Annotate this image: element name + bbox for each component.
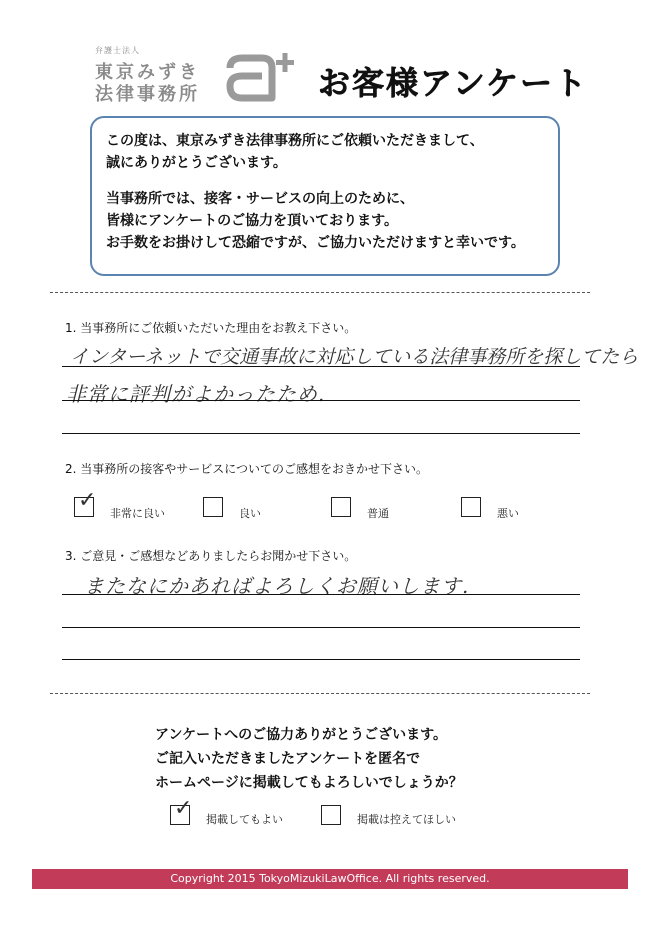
option-label: 悪い [497,507,519,520]
intro-line: 当事務所では、接客・サービスの向上のために、 [106,191,414,207]
checkbox[interactable] [203,497,223,517]
question-1-answer-line2[interactable]: 非常に評判がよかったため. [66,382,326,406]
intro-line: 誠にありがとうございます。 [106,155,287,171]
checkbox[interactable] [331,497,351,517]
question-2-label: 2. 当事務所の接客やサービスについてのご感想をおきかせ下さい。 [65,462,429,476]
checkbox[interactable] [461,497,481,517]
firm-name-line1: 東京みずき [95,62,200,83]
question-3-label: 3. ご意見・ご感想などありましたらお聞かせ下さい。 [65,549,357,563]
answer-rule [62,366,580,367]
question-3-answer[interactable]: またなにかあればよろしくお願いします. [84,574,470,598]
closing-line: ホームページに掲載してもよろしいでしょうか？ [155,775,463,791]
answer-rule [62,400,580,401]
firm-type-label: 弁護士法人 [95,46,140,55]
answer-rule [62,627,580,628]
option-label: 掲載は控えてほしい [357,813,456,826]
check-mark-icon: ✓ [174,796,193,821]
answer-rule [62,594,580,595]
intro-line: 皆様にアンケートのご協力を頂いております。 [106,213,399,229]
intro-line: お手数をお掛けして恐縮ですが、ご協力いただけますと幸いです。 [106,235,525,251]
a-plus-logo-icon [226,46,296,104]
question-1-answer-line1[interactable]: インターネットで交通事故に対応している法律事務所を探してたら [70,346,639,368]
firm-name-line2: 法律事務所 [95,84,200,105]
copyright-footer: Copyright 2015 TokyoMizukiLawOffice. All rights reserved. [32,869,628,889]
checkbox[interactable] [321,805,341,825]
page-title: お客様アンケート [318,64,589,102]
section-divider [50,693,590,694]
closing-line: ご記入いただきましたアンケートを匿名で [155,751,421,767]
option-label: 良い [239,507,261,520]
intro-box [90,116,560,276]
section-divider [50,292,590,293]
option-label: 掲載してもよい [206,813,283,826]
closing-line: アンケートへのご協力ありがとうございます。 [155,727,448,743]
option-label: 普通 [367,507,389,520]
answer-rule [62,659,580,660]
answer-rule [62,433,580,434]
check-mark-icon: ✓ [78,488,97,513]
option-label: 非常に良い [110,507,165,520]
intro-line: この度は、東京みずき法律事務所にご依頼いただきまして、 [106,133,484,149]
question-1-label: 1. 当事務所にご依頼いただいた理由をお教え下さい。 [65,321,357,335]
